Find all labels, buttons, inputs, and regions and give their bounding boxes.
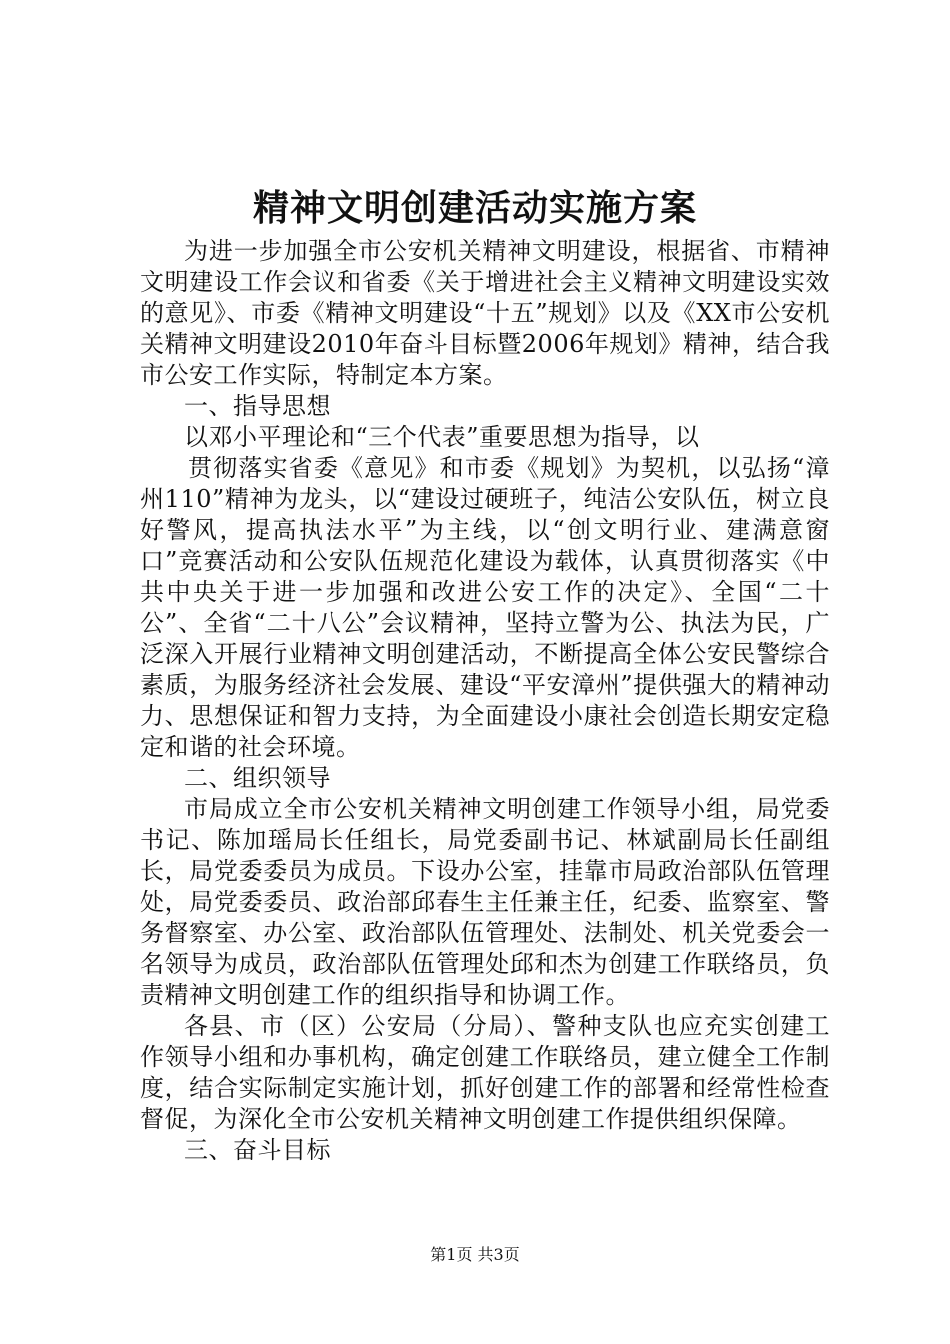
document-body [140,236,830,1166]
guiding-ideology-line: 以邓小平理论和“三个代表”重要思想为指导，以 [184,423,700,451]
organization-paragraph-1: 市局成立全市公安机关精神文明创建工作领导小组，局党委书记、陈加瑶局长任组长，局党委副书记、林斌副局长任副组长，局党委委员为成员。下设办公室，挂靠市局政治部队伍管理处，局党委委员、政治部邱春生主任兼主任，纪委、监察室、警务督察室、办公室、政治部队伍管理处、法制处、机关党委会一名领导为成员，政治部队伍管理处邱和杰为创建工作联络员，负责精神文明创建工作的组织指导和协调工作。 [140,795,830,1009]
page-footer: 第1页 共3页 [430,1245,520,1264]
section-heading-guiding-ideology: 一、指导思想 [184,392,331,420]
section-heading-organization: 二、组织领导 [184,764,331,792]
guiding-ideology-paragraph: 贯彻落实省委《意见》和市委《规划》为契机，以弘扬“漳州110”精神为龙头，以“建设过硬班子，纯洁公安队伍，树立良好警风，提高执法水平”为主线，以“创文明行业、建满意窗口”竞赛活动和公安队伍规范化建设为载体，认真贯彻落实《中共中央关于进一步加强和改进公安工作的决定》、全国“二十公”、全省“二十八公”会议精神，坚持立警为公、执法为民，广泛深入开展行业精神文明创建活动，不断提高全体公安民警综合素质，为服务经济社会发展、建设“平安漳州”提供强大的精神动力、思想保证和智力支持，为全面建设小康社会创造长期安定稳定和谐的社会环境。 [140,454,830,761]
intro-paragraph: 为进一步加强全市公安机关精神文明建设，根据省、市精神文明建设工作会议和省委《关于增进社会主义精神文明建设实效的意见》、市委《精神文明建设“十五”规划》以及《XX市公安机关精神文明建设2010年奋斗目标暨2006年规划》精神，结合我市公安工作实际，特制定本方案。 [140,237,830,389]
organization-paragraph-2: 各县、市（区）公安局（分局）、警种支队也应充实创建工作领导小组和办事机构，确定创建工作联络员，建立健全工作制度，结合实际制定实施计划，抓好创建工作的部署和经常性检查督促，为深化全市公安机关精神文明创建工作提供组织保障。 [140,1012,830,1133]
section-heading-goals: 三、奋斗目标 [184,1136,331,1164]
document-title: 精神文明创建活动实施方案 [252,187,697,229]
